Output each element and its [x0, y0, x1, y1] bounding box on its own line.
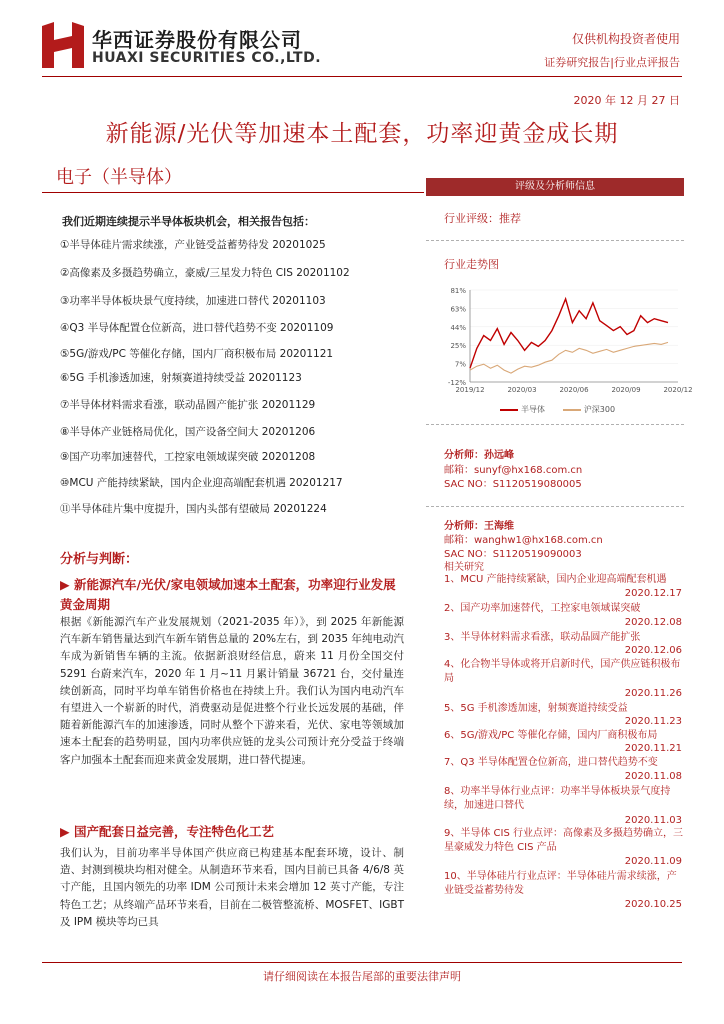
sector-label: 电子（半导体）	[56, 167, 182, 188]
analysis-heading: 分析与判断：	[60, 552, 139, 567]
related-report-item: 9、半导体 CIS 行业点评：高像素及多摄趋势确立，三星豪威发力特色 CIS 产品	[444, 828, 683, 853]
x-tick-label: 2020/06	[559, 386, 589, 394]
sidebar-divider	[426, 424, 684, 425]
related-report-item: 5、5G 手机渗透加速，射频赛道持续受益	[444, 703, 628, 714]
y-tick-label: 44%	[450, 323, 466, 332]
related-report-date: 2020.11.08	[624, 771, 682, 782]
related-report-item: 2、国产功率加速替代，工控家电领域谋突破	[444, 603, 641, 614]
report-type: 证券研究报告|行业点评报告	[544, 56, 680, 69]
sidebar-divider	[426, 506, 684, 507]
trend-chart-title: 行业走势图	[444, 258, 499, 271]
legend-swatch-semiconductor	[500, 409, 518, 411]
audience-note: 仅供机构投资者使用	[571, 32, 680, 46]
related-report-item: 8、功率半导体行业点评：功率半导体板块景气度持续，加速进口替代	[444, 786, 671, 811]
report-list-item: ①半导体硅片需求续涨，产业链受益蓄势待发 20201025	[60, 239, 326, 251]
analyst-1-email: 邮箱：sunyf@hx168.com.cn	[444, 465, 583, 476]
series-line-hs300	[470, 342, 668, 373]
analyst-1-name: 分析师：孙远峰	[444, 450, 514, 461]
rating-header-bar: 评级及分析师信息	[426, 178, 684, 196]
related-report-date: 2020.12.17	[624, 588, 682, 599]
header-divider	[42, 76, 682, 77]
related-report-date: 2020.12.06	[624, 645, 682, 656]
report-list-item: ⑦半导体材料需求看涨，联动晶圆产能扩张 20201129	[60, 399, 316, 411]
related-report-date: 2020.10.25	[624, 899, 682, 910]
report-list-item: ④Q3 半导体配置仓位新高，进口替代趋势不变 20201109	[60, 322, 334, 334]
footer-divider	[42, 962, 682, 963]
legal-notice: 请仔细阅读在本报告尾部的重要法律声明	[263, 970, 461, 983]
related-report-date: 2020.11.03	[624, 815, 682, 826]
x-tick-label: 2020/12	[663, 386, 693, 394]
analyst-1-sac: SAC NO：S1120519080005	[444, 479, 582, 490]
related-report-date: 2020.11.23	[624, 716, 682, 727]
y-tick-label: 81%	[450, 287, 466, 295]
y-tick-label: -12%	[447, 379, 466, 387]
intro-text: 我们近期连续提示半导体板块机会，相关报告包括：	[62, 215, 315, 228]
section-1-body: 根据《新能源汽车产业发展规划（2021-2035 年）》，到 2025 年新能源汽车新车销售量达到汽车新车销售总量的 20%左右，到 2035 年纯电动汽车成为新销售车辆的主流。依据新浪财经信息，蔚来 11 月份全国交付 5291 台蔚来汽车，2020 年 1 月~11 月累计销量 36721 台，交付量连续创新高，同时平均单车销售价格也在持续上升。我们认为国内电动汽车有望进入一个崭新的时代，消费驱动是促进整个行业长远发展的基础，伴随着新能源汽车的加速渗透，同时从整个下游来看，光伏、家电等领域加速本土配套的趋势明显，国内功率供应链的龙头公司预计充分受益于终端客户加强本土配套而迎来黄金发展期，进口替代提速。	[60, 616, 404, 766]
legend-label-hs300: 沪深300	[583, 405, 616, 414]
analyst-2-email: 邮箱：wanghw1@hx168.com.cn	[444, 535, 603, 546]
report-list-item: ⑩MCU 产能持续紧缺，国内企业迎高端配套机遇 20201217	[60, 477, 343, 489]
series-line-semiconductor	[470, 299, 668, 368]
industry-rating: 行业评级：推荐	[444, 212, 521, 225]
report-list-item: ⑨国产功率加速替代，工控家电领域谋突破 20201208	[60, 451, 316, 463]
x-tick-label: 2019/12	[455, 386, 485, 394]
related-report-date: 2020.11.09	[624, 856, 682, 867]
related-report-date: 2020.11.21	[624, 743, 682, 754]
y-tick-label: 25%	[450, 342, 466, 351]
sector-divider	[42, 192, 424, 193]
x-tick-label: 2020/03	[507, 386, 537, 394]
report-list-item: ⑧半导体产业链格局优化，国产设备空间大 20201206	[60, 426, 316, 438]
related-report-date: 2020.12.08	[624, 617, 682, 628]
related-report-item: 1、MCU 产能持续紧缺，国内企业迎高端配套机遇	[444, 574, 667, 585]
related-report-item: 3、半导体材料需求看涨，联动晶圆产能扩张	[444, 632, 641, 643]
report-list-item: ②高像素及多摄趋势确立，豪威/三星发力特色 CIS 20201102	[60, 267, 350, 279]
related-report-item: 6、5G/游戏/PC 等催化存储，国内厂商积极布局	[444, 730, 658, 741]
huaxi-logo	[42, 22, 84, 68]
company-name-cn: 华西证券股份有限公司	[92, 28, 302, 52]
legend-swatch-hs300	[563, 409, 581, 411]
company-name-en: HUAXI SECURITIES CO.,LTD.	[92, 50, 322, 66]
report-list-item: ⑤5G/游戏/PC 等催化存储，国内厂商积极布局 20201121	[60, 348, 334, 360]
trend-chart	[434, 282, 693, 412]
y-tick-label: 7%	[454, 360, 466, 369]
section-2-body: 我们认为，目前功率半导体国产供应商已构建基本配套环境，设计、制造、封测到模块均相对健全。从制造环节来看，国内目前已具备 4/6/8 英寸产能，且国内领先的功率 IDM 公司预计未来会增加 12 英寸产能，专注特色工艺；从终端产品环节来看，目前在二极管整流桥、MOSFET、IGBT 及 IPM 模块等均已具	[60, 847, 404, 928]
legend-label-semiconductor: 半导体	[521, 405, 545, 414]
report-list-item: ③功率半导体板块景气度持续，加速进口替代 20201103	[60, 295, 326, 307]
section-1-title: ▶ 新能源汽车/光伏/家电领域加速本土配套，功率迎行业发展黄金周期	[60, 577, 396, 612]
section-2-title: ▶ 国产配套日益完善，专注特色化工艺	[60, 824, 274, 839]
report-title: 新能源/光伏等加速本土配套，功率迎黄金成长期	[105, 121, 619, 147]
sidebar-divider	[426, 240, 684, 241]
related-report-item: 4、化合物半导体或将开启新时代，国产供应链积极布局	[444, 659, 681, 684]
related-report-item: 10、半导体硅片行业点评：半导体硅片需求续涨，产业链受益蓄势待发	[444, 871, 677, 896]
chart-legend	[500, 404, 615, 415]
report-date: 2020 年 12 月 27 日	[573, 94, 680, 107]
x-tick-label: 2020/09	[611, 386, 641, 394]
related-research-title: 相关研究	[444, 562, 484, 573]
analyst-2-sac: SAC NO：S1120519090003	[444, 549, 582, 560]
report-list-item: ⑥5G 手机渗透加速，射频赛道持续受益 20201123	[60, 372, 302, 384]
related-report-item: 7、Q3 半导体配置仓位新高，进口替代趋势不变	[444, 757, 658, 768]
related-report-date: 2020.11.26	[624, 688, 682, 699]
report-list-item: ⑪半导体硅片集中度提升，国内头部有望破局 20201224	[60, 503, 327, 515]
analyst-2-name: 分析师：王海维	[444, 521, 514, 532]
y-tick-label: 63%	[450, 305, 466, 314]
